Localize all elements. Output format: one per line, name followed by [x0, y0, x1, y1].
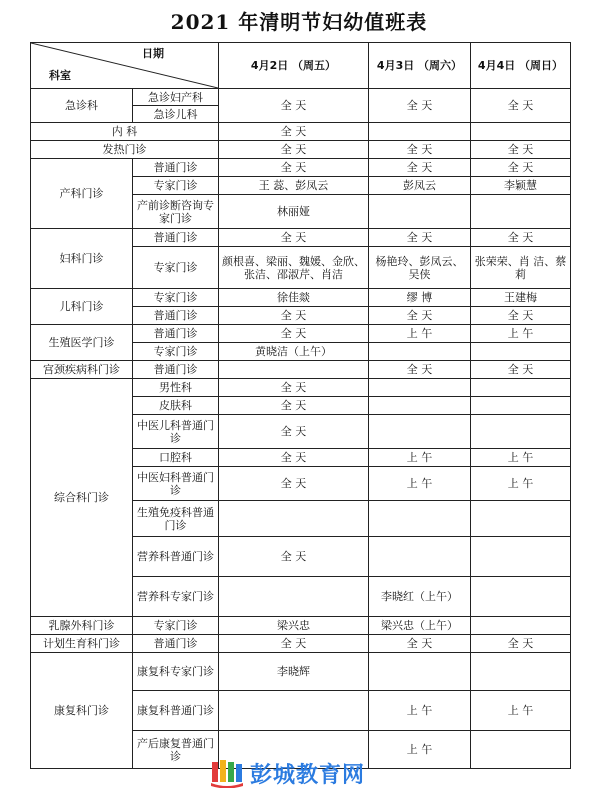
cell-d2: 全 天: [369, 635, 471, 653]
sub-cell: 男性科: [133, 379, 219, 397]
cell-d1: 全 天: [219, 159, 369, 177]
sub-cell: 专家门诊: [133, 247, 219, 289]
cell-d3: 全 天: [471, 635, 571, 653]
dept-cell: 乳腺外科门诊: [31, 617, 133, 635]
book-icon: [210, 758, 244, 788]
cell-d3: 上 午: [471, 691, 571, 731]
header-date-1: 4月2日 （周五）: [219, 43, 369, 89]
cell-d3: [471, 653, 571, 691]
sub-cell: 普通门诊: [133, 361, 219, 379]
cell-d2: [369, 397, 471, 415]
cell-d1: [219, 577, 369, 617]
cell-d2: [369, 537, 471, 577]
sub-cell: 急诊儿科: [133, 106, 219, 123]
sub-cell: 口腔科: [133, 449, 219, 467]
cell-d2: 上 午: [369, 449, 471, 467]
cell-d2: 彭凤云: [369, 177, 471, 195]
dept-cell: 生殖医学门诊: [31, 325, 133, 361]
cell-d2: 全 天: [369, 361, 471, 379]
table-row: [31, 653, 571, 691]
sub-cell: 康复科专家门诊: [133, 653, 219, 691]
sub-cell: 营养科普通门诊: [133, 537, 219, 577]
cell-d1: [219, 501, 369, 537]
cell-d3: [471, 123, 571, 141]
dept-cell: 儿科门诊: [31, 289, 133, 325]
cell-d3: [471, 577, 571, 617]
cell-d1: 李晓辉: [219, 653, 369, 691]
sub-cell: 皮肤科: [133, 397, 219, 415]
cell-d2: 上 午: [369, 691, 471, 731]
cell-d2: [369, 123, 471, 141]
cell-d3: 上 午: [471, 449, 571, 467]
sub-cell: 产前诊断咨询专家门诊: [133, 195, 219, 229]
dept-cell: 康复科门诊: [31, 653, 133, 769]
cell-d3: 张荣荣、肖 洁、蔡 莉: [471, 247, 571, 289]
table-row: [31, 361, 571, 379]
cell-d2: 上 午: [369, 325, 471, 343]
sub-cell: 康复科普通门诊: [133, 691, 219, 731]
dept-cell: 综合科门诊: [31, 379, 133, 617]
cell-d1: 全 天: [219, 141, 369, 159]
cell-d2: 杨艳玲、彭凤云、吴侠: [369, 247, 471, 289]
cell-d2: 上 午: [369, 467, 471, 501]
cell-d1: 黄晓洁（上午）: [219, 343, 369, 361]
cell-d2: [369, 501, 471, 537]
dept-cell: 计划生育科门诊: [31, 635, 133, 653]
table-row: [31, 379, 571, 397]
cell-d2: 全 天: [369, 307, 471, 325]
header-date-2: 4月3日 （周六）: [369, 43, 471, 89]
cell-d1: 全 天: [219, 379, 369, 397]
table-row: [31, 159, 571, 177]
cell-d1: 颜根喜、梁丽、魏媛、金欣、张洁、邵淑芹、肖洁: [219, 247, 369, 289]
cell-d1: 林丽娅: [219, 195, 369, 229]
watermark-text: 彭城教育网: [250, 763, 366, 788]
cell-d3: [471, 731, 571, 769]
dept-cell: 急诊科: [31, 89, 133, 123]
cell-d2: 梁兴忠（上午）: [369, 617, 471, 635]
cell-d3: [471, 379, 571, 397]
table-row: [31, 89, 571, 106]
cell-d3: [471, 617, 571, 635]
watermark-logo: [210, 756, 400, 790]
cell-d1: 全 天: [219, 415, 369, 449]
cell-d3: [471, 397, 571, 415]
cell-d3: 全 天: [471, 307, 571, 325]
header-date-3: 4月4日 （周日）: [471, 43, 571, 89]
cell-d3: 上 午: [471, 325, 571, 343]
sub-cell: 专家门诊: [133, 617, 219, 635]
cell-d1: 全 天: [219, 307, 369, 325]
cell-d3: [471, 501, 571, 537]
dept-cell: 妇科门诊: [31, 229, 133, 289]
cell-d1: 全 天: [219, 635, 369, 653]
corner-dept-label: 科室: [49, 69, 71, 82]
sub-cell: 普通门诊: [133, 159, 219, 177]
dept-cell: 产科门诊: [31, 159, 133, 229]
cell-d3: 全 天: [471, 89, 571, 123]
cell-d2: [369, 415, 471, 449]
sub-cell: 营养科专家门诊: [133, 577, 219, 617]
cell-d3: 全 天: [471, 361, 571, 379]
cell-d3: 全 天: [471, 141, 571, 159]
table-row: [31, 141, 571, 159]
cell-d1: 全 天: [219, 449, 369, 467]
cell-d1: [219, 691, 369, 731]
cell-d3: 全 天: [471, 229, 571, 247]
table-row: [31, 617, 571, 635]
cell-d1: 王 蕊、彭凤云: [219, 177, 369, 195]
sub-cell: 急诊妇产科: [133, 89, 219, 106]
sub-cell: 生殖免疫科普通门诊: [133, 501, 219, 537]
cell-d2: [369, 653, 471, 691]
cell-d3: [471, 343, 571, 361]
cell-d2: [369, 195, 471, 229]
corner-date-label: 日期: [142, 47, 164, 60]
sub-cell: 普通门诊: [133, 229, 219, 247]
cell-d1: 全 天: [219, 325, 369, 343]
cell-d1: 全 天: [219, 467, 369, 501]
table-header-row: [31, 43, 571, 89]
cell-d1: 全 天: [219, 397, 369, 415]
cell-d3: [471, 195, 571, 229]
cell-d2: [369, 379, 471, 397]
cell-d1: 全 天: [219, 123, 369, 141]
cell-d2: 缪 博: [369, 289, 471, 307]
dept-cell: 宫颈疾病科门诊: [31, 361, 133, 379]
cell-d3: 上 午: [471, 467, 571, 501]
cell-d1: 全 天: [219, 229, 369, 247]
sub-cell: 产后康复普通门诊: [133, 731, 219, 769]
duty-table: [30, 42, 571, 769]
cell-d1: 梁兴忠: [219, 617, 369, 635]
cell-d2: 上 午: [369, 731, 471, 769]
cell-d1: 徐佳燚: [219, 289, 369, 307]
sub-cell: 普通门诊: [133, 325, 219, 343]
page-title: 2021 年清明节妇幼值班表: [170, 10, 428, 34]
table-row: [31, 229, 571, 247]
sub-cell: 专家门诊: [133, 343, 219, 361]
sub-cell: 普通门诊: [133, 635, 219, 653]
cell-d3: [471, 415, 571, 449]
sub-cell: 中医妇科普通门诊: [133, 467, 219, 501]
table-row: [31, 123, 571, 141]
sub-cell: 普通门诊: [133, 307, 219, 325]
dept-cell: 发热门诊: [31, 141, 219, 159]
corner-cell: [31, 43, 219, 89]
table-row: [31, 289, 571, 307]
cell-d3: 王建梅: [471, 289, 571, 307]
cell-d2: [369, 343, 471, 361]
cell-d2: 全 天: [369, 89, 471, 123]
cell-d1: 全 天: [219, 89, 369, 123]
sub-cell: 专家门诊: [133, 289, 219, 307]
cell-d2: 全 天: [369, 229, 471, 247]
sub-cell: 中医儿科普通门诊: [133, 415, 219, 449]
cell-d1: [219, 361, 369, 379]
cell-d3: [471, 537, 571, 577]
cell-d3: 李颖慧: [471, 177, 571, 195]
cell-d1: 全 天: [219, 537, 369, 577]
dept-cell: 内 科: [31, 123, 219, 141]
sub-cell: 专家门诊: [133, 177, 219, 195]
table-row: [31, 325, 571, 343]
cell-d2: 李晓红（上午）: [369, 577, 471, 617]
cell-d2: 全 天: [369, 159, 471, 177]
cell-d3: 全 天: [471, 159, 571, 177]
cell-d2: 全 天: [369, 141, 471, 159]
table-row: [31, 635, 571, 653]
